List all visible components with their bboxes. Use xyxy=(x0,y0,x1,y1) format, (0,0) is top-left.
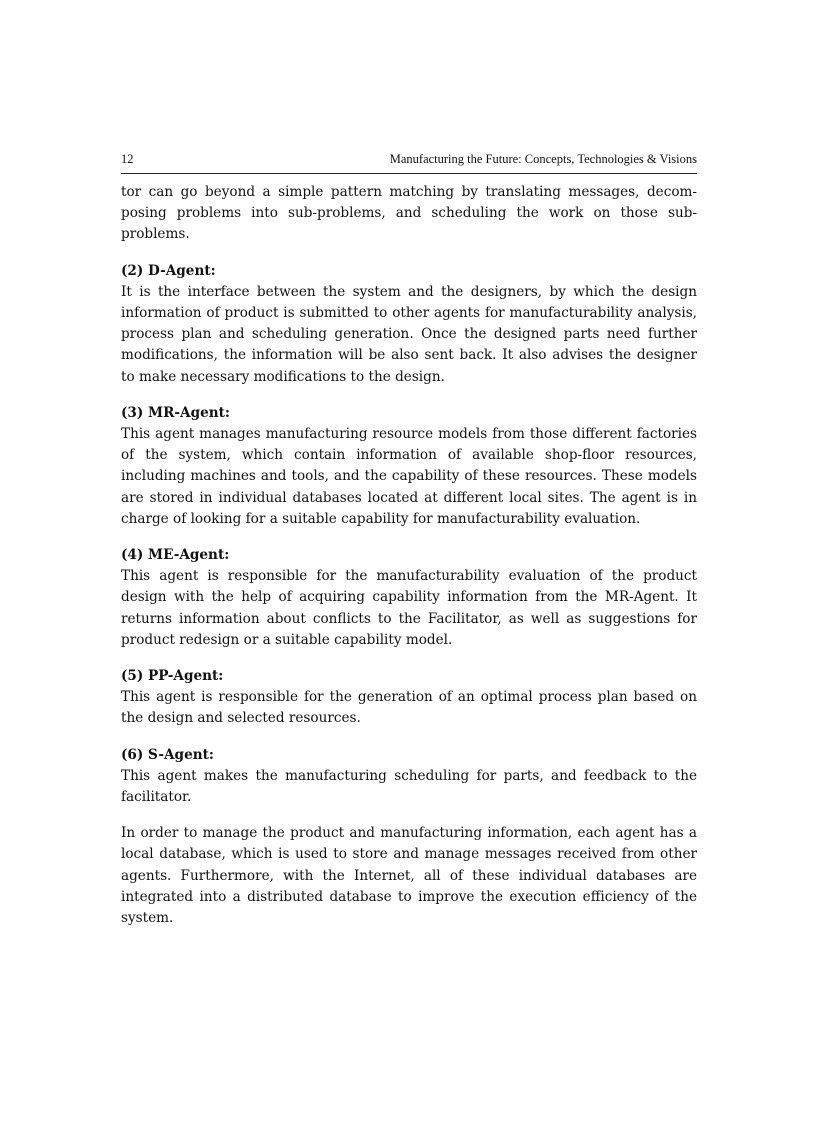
book-page xyxy=(121,152,697,929)
running-header xyxy=(121,152,697,174)
section-text: This agent is responsible for the generation of an optimal process plan based on the design and selected resources. xyxy=(121,689,697,727)
section-title: (5) PP-Agent: xyxy=(121,668,224,685)
page-number: 12 xyxy=(121,152,134,166)
closing-paragraph: In order to manage the product and manufacturing information, each agent has a local database, which is used to store and manage messages received from other agents. Furthermore, with the Internet, all of these individual databases are integrated into a distributed database to improve the execution efficiency of the system. xyxy=(121,825,697,927)
lead-paragraph: tor can go beyond a simple pattern matching by translating messages, decomposing problems into sub-problems, and scheduling the work on those subproblems. xyxy=(121,184,697,243)
section-title: (2) D-Agent: xyxy=(121,262,216,279)
section-text: It is the interface between the system and the designers, by which the design information of product is submitted to other agents for manufacturability analysis, process plan and scheduling generation. Once the designed parts need further modifications, the information will be also sent back. It also advises the designer to make necessary modifications to the design. xyxy=(121,283,697,385)
section-mr-agent xyxy=(121,403,697,530)
section-d-agent xyxy=(121,261,697,388)
section-title: (6) S-Agent: xyxy=(121,746,214,763)
section-text: This agent makes the manufacturing scheduling for parts, and feedback to the facilitator. xyxy=(121,767,697,806)
section-pp-agent xyxy=(121,666,697,730)
running-title: Manufacturing the Future: Concepts, Technologies & Visions xyxy=(389,152,697,166)
section-text: This agent is responsible for the manufacturability evaluation of the product design with the help of acquiring capability information from the MR-Agent. It returns information about conflicts to the Facilitator, as well as suggestions for product redesign or a suitable capability model. xyxy=(121,568,697,648)
section-title: (4) ME-Agent: xyxy=(121,547,230,564)
body-text xyxy=(121,182,697,929)
section-me-agent xyxy=(121,545,697,651)
section-text: This agent manages manufacturing resource models from those different factories of the system, which contain information of available shop-floor resources, including machines and tools, and the capability of these resources. These models are stored in individual databases located at different local sites. The agent is in charge of looking for a suitable capability for manufacturability evaluation. xyxy=(121,426,697,527)
section-s-agent xyxy=(121,745,697,809)
section-title: (3) MR-Agent: xyxy=(121,404,230,421)
